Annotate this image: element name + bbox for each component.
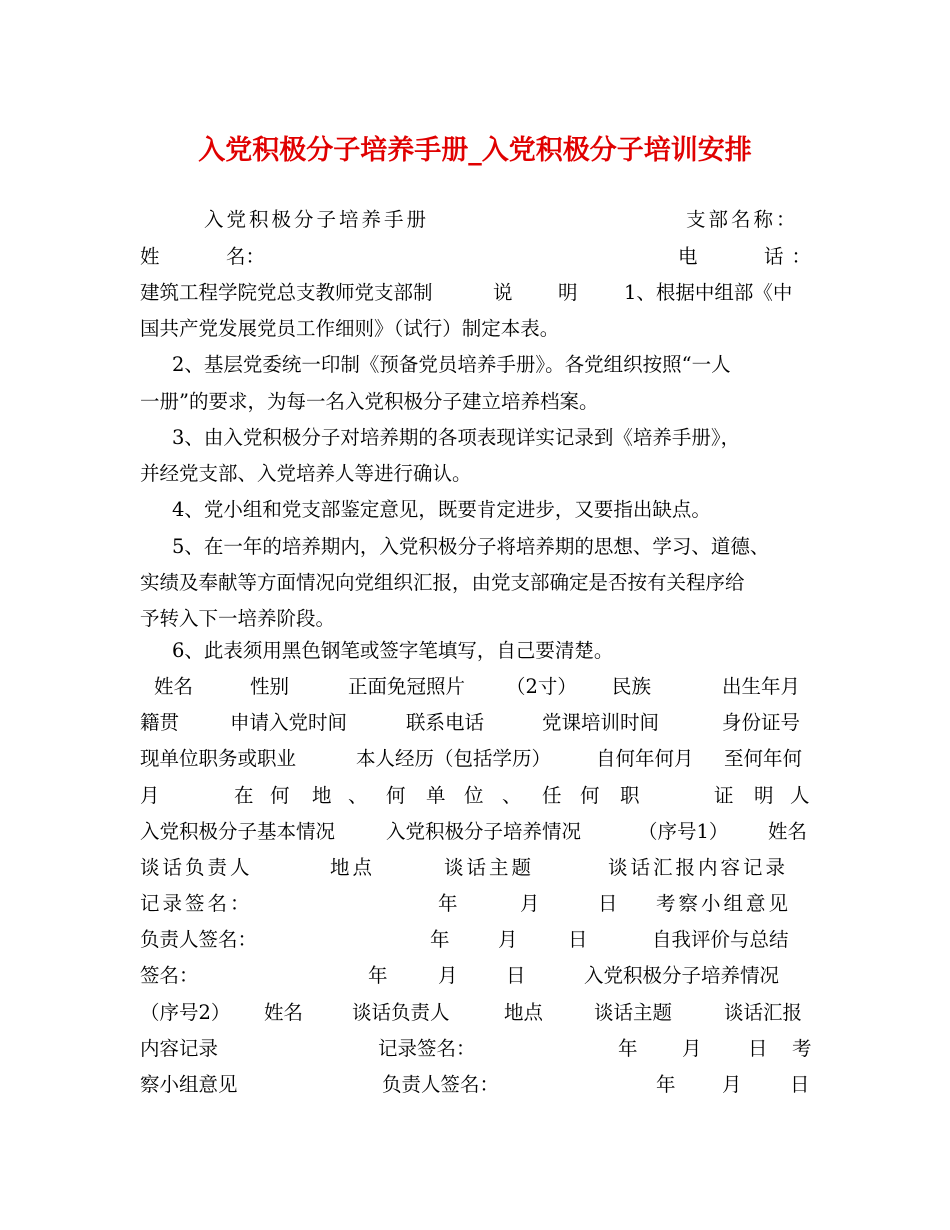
form-field-label: 谈话汇报内容记录: [608, 856, 789, 879]
form-field-label: 本人经历（包括学历）: [356, 747, 552, 770]
form-row: [140, 850, 812, 886]
rule-5-continued: 实绩及奉献等方面情况向党组织汇报，由党支部确定是否按有关程序给: [140, 571, 745, 594]
rule-3-continued: 并经党支部、入党培养人等进行确认。: [140, 462, 472, 485]
rule-1-start: 1、根据中组部《中: [624, 281, 793, 304]
form-field-label: 地点: [330, 856, 376, 879]
form-field-char: 何: [270, 784, 290, 807]
paragraph-line: [140, 492, 812, 528]
form-field-char: 人: [790, 784, 810, 807]
form-field-char: 明: [754, 784, 774, 807]
form-field-label: 月: [498, 928, 518, 951]
form-field-label: 入党积极分子培养情况: [386, 820, 582, 843]
explain-char-2: 明: [558, 281, 578, 304]
form-field-label: 月: [438, 964, 458, 987]
form-field-label: 考: [792, 1037, 812, 1060]
form-field-label: 性别: [250, 675, 290, 698]
phone-label-char-2: 话：: [764, 245, 820, 268]
form-field-char: 、: [502, 784, 522, 807]
form-field-label: 签名：: [140, 964, 199, 987]
form-field-label: 负责人签名：: [140, 928, 258, 951]
form-field-label: （序号2）: [140, 1001, 231, 1024]
name-label-char-2: 名：: [226, 245, 266, 268]
name-label-char-1: 姓: [140, 245, 160, 268]
form-field-label: 姓名: [768, 820, 808, 843]
form-field-label: 姓名: [264, 1001, 304, 1024]
form-field-label: 年: [656, 1073, 676, 1096]
form-field-label: 正面免冠照片: [348, 675, 466, 698]
issuer-line: [140, 275, 812, 311]
rule-5-end: 予转入下一培养阶段。: [140, 607, 336, 630]
form-field-label: 考察小组意见: [656, 892, 792, 915]
form-field-label: 自何年何月: [596, 747, 694, 770]
paragraph-line: [140, 311, 812, 347]
rule-5: 5、在一年的培养期内，入党积极分子将培养期的思想、学习、道德、: [172, 535, 770, 558]
form-field-label: 地点: [504, 1001, 544, 1024]
phone-label-char-1: 电: [678, 245, 698, 268]
form-field-char: 在: [234, 784, 254, 807]
issuer-text: 建筑工程学院党总支教师党支部制: [140, 281, 433, 304]
form-field-label: 年: [368, 964, 388, 987]
form-row: [140, 669, 812, 705]
form-row: [140, 958, 812, 994]
paragraph-line: [140, 529, 812, 565]
rule-6: 6、此表须用黑色钢笔或签字笔填写，自己要清楚。: [172, 639, 614, 662]
form-field-label: 民族: [612, 675, 652, 698]
form-field-label: 谈话负责人: [140, 856, 253, 879]
rule-3: 3、由入党积极分子对培养期的各项表现详实记录到《培养手册》，: [172, 426, 741, 449]
form-field-label: 身份证号: [722, 711, 801, 734]
header-line-2: [140, 239, 820, 275]
form-row: [140, 1067, 812, 1103]
form-field-label: 年: [438, 892, 461, 915]
form-field-char: 单: [426, 784, 446, 807]
form-field-label: 日: [748, 1037, 768, 1060]
form-field-label: 谈话主题: [444, 856, 535, 879]
form-field-label: 日: [568, 928, 588, 951]
rule-2-continued: 一册”的要求，为每一名入党积极分子建立培养档案。: [140, 390, 599, 413]
explain-char-1: 说: [493, 281, 513, 304]
form-field-label: 联系电话: [406, 711, 485, 734]
form-field-label: 年: [618, 1037, 638, 1060]
form-field-char: 位: [464, 784, 484, 807]
form-field-label: 至何年何: [724, 747, 803, 770]
form-field-label: 年: [430, 928, 450, 951]
form-field-label: 姓名: [154, 675, 194, 698]
form-field-label: 籍贯: [140, 711, 180, 734]
header-line-1: [140, 202, 812, 238]
form-field-label: 日: [790, 1073, 810, 1096]
rule-4: 4、党小组和党支部鉴定意见，既要肯定进步，又要指出缺点。: [172, 498, 711, 521]
branch-name-label: 支部名称：: [686, 208, 799, 231]
form-field-char: 职: [620, 784, 640, 807]
form-field-char: 地: [312, 784, 332, 807]
form-field-char: 任: [542, 784, 562, 807]
form-row: [140, 814, 812, 850]
form-row: [140, 1031, 812, 1067]
paragraph-line: [140, 633, 812, 669]
form-field-label: 谈话负责人: [352, 1001, 450, 1024]
form-field-label: 月: [520, 892, 543, 915]
manual-name: 入党积极分子培养手册: [204, 208, 430, 231]
form-field-char: 证: [714, 784, 734, 807]
form-field-label: 内容记录: [140, 1037, 219, 1060]
form-field-label: 现单位职务或职业: [140, 747, 297, 770]
form-field-label: 入党积极分子基本情况: [140, 820, 336, 843]
form-row: [140, 741, 812, 777]
form-field-label: 月: [682, 1037, 702, 1060]
form-field-label: 申请入党时间: [230, 711, 348, 734]
form-field-label: 入党积极分子培养情况: [584, 964, 780, 987]
paragraph-line: [140, 384, 812, 420]
form-field-char: 月: [140, 784, 160, 807]
form-field-label: 党课培训时间: [542, 711, 660, 734]
form-field-char: 何: [386, 784, 406, 807]
form-field-label: 记录签名：: [378, 1037, 476, 1060]
form-field-label: 负责人签名：: [382, 1073, 500, 1096]
form-row: [140, 778, 812, 814]
form-field-label: （序号1）: [638, 820, 729, 843]
paragraph-line: [140, 420, 812, 456]
form-field-label: 出生年月: [722, 675, 801, 698]
form-row: [140, 995, 812, 1031]
paragraph-line: [140, 565, 812, 601]
form-row: [140, 886, 812, 922]
form-field-label: 日: [506, 964, 526, 987]
paragraph-line: [140, 347, 812, 383]
form-field-label: 谈话汇报: [724, 1001, 803, 1024]
form-field-label: 谈话主题: [594, 1001, 673, 1024]
form-row: [140, 922, 812, 958]
paragraph-line: [140, 601, 812, 637]
rule-2: 2、基层党委统一印制《预备党员培养手册》。各党组织按照“一人: [172, 353, 731, 376]
document-title: 入党积极分子培养手册_入党积极分子培训安排: [198, 135, 752, 166]
form-row: [140, 705, 812, 741]
rule-1-continued: 国共产党发展党员工作细则》（试行）制定本表。: [140, 317, 560, 340]
form-field-char: 、: [348, 784, 368, 807]
form-field-char: 何: [580, 784, 600, 807]
form-field-label: （2寸）: [506, 675, 577, 698]
form-field-label: 记录签名：: [140, 892, 253, 915]
form-field-label: 察小组意见: [140, 1073, 238, 1096]
paragraph-line: [140, 456, 812, 492]
form-field-label: 自我评价与总结: [652, 928, 789, 951]
form-field-label: 月: [722, 1073, 742, 1096]
form-field-label: 日: [598, 892, 621, 915]
